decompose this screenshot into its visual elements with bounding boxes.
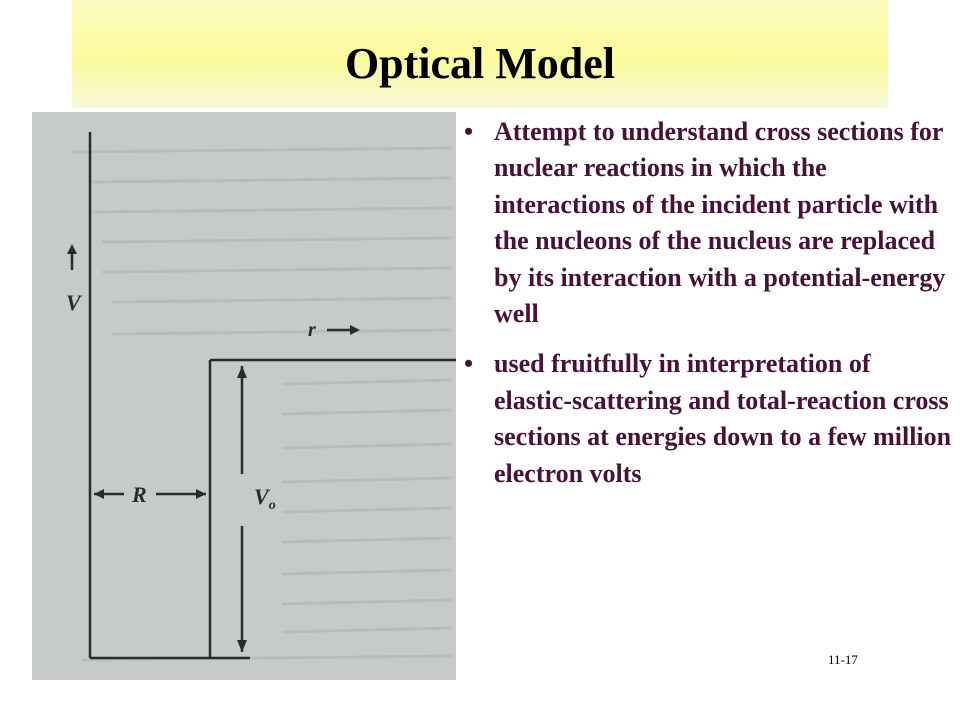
V0-label-sub: o (268, 498, 276, 513)
potential-well-figure (32, 112, 456, 680)
bullet-item (462, 346, 952, 492)
r-label: r (308, 319, 316, 341)
R-label: R (132, 482, 147, 507)
bullet-text: Attempt to understand cross sections for nuclear reactions in which the interactions of the incident particle with the nucleons of the nucleus are replaced by its interaction with a potential-energy well (494, 117, 946, 329)
bullet-marker: • (464, 349, 474, 379)
R-arrowhead-right-icon (196, 489, 206, 499)
bullet-list (462, 114, 952, 506)
slide-number: 11-17 (828, 652, 858, 667)
bullet-item (462, 114, 952, 332)
V0-label-main: V (254, 484, 269, 509)
r-arrowhead-icon (350, 325, 360, 335)
V0-label (254, 484, 276, 513)
background-text-texture (72, 148, 452, 660)
slide-title: Optical Model (344, 39, 616, 88)
bullet-text: used fruitfully in interpretation of elastic-scattering and total-reaction cross sections at energies down to a few million electron volts (494, 349, 952, 488)
V0-arrowhead-top-icon (237, 366, 247, 378)
v-arrowhead-icon (67, 244, 77, 254)
V0-arrowhead-bottom-icon (237, 640, 247, 652)
v-label: V (66, 290, 81, 315)
R-arrowhead-left-icon (94, 489, 104, 499)
bullet-marker: • (464, 117, 474, 146)
potential-well-diagram (32, 112, 456, 680)
